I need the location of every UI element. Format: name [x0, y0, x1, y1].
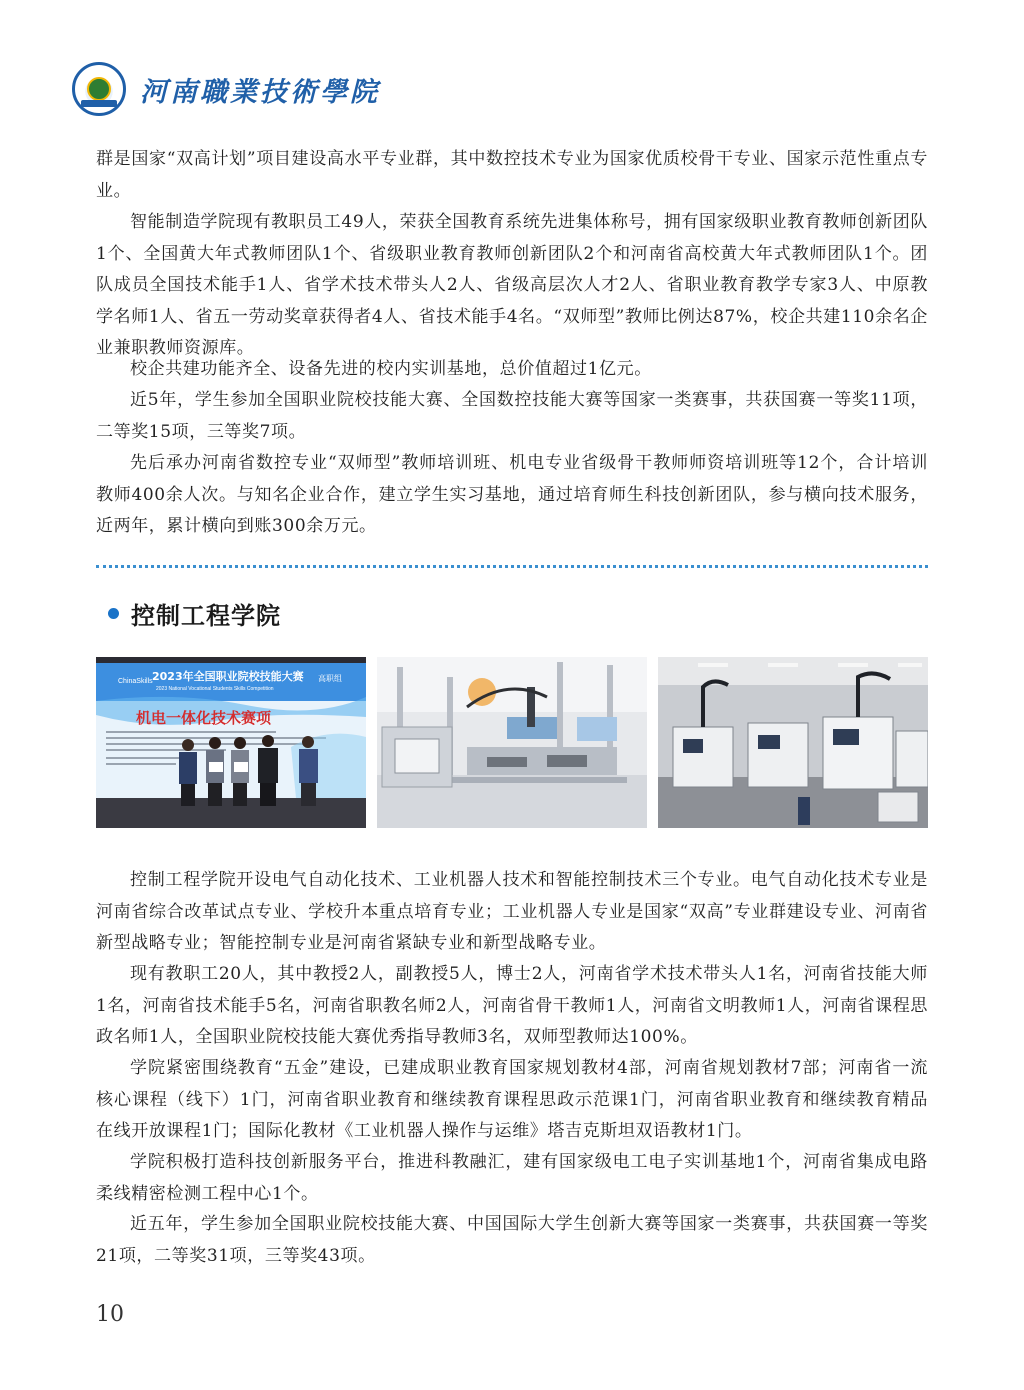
intro-paragraph: 先后承办河南省数控专业“双师型”教师培训班、机电专业省级骨干教师师资培训班等12个，合计培训教师400余人次。与知名企业合作，建立学生实习基地，通过培育师生科技创新团队，参与横向技术服务，近两年，累计横向到账300余万元。: [96, 453, 928, 536]
competition-team-photo: [96, 657, 366, 828]
banner-event: 机电一体化技术赛项: [136, 709, 272, 727]
page-number: 10: [96, 1302, 124, 1327]
section-paragraph: 现有教职工20人，其中教授2人，副教授5人，博士2人，河南省学术技术带头人1名，河南省技能大师1名，河南省技术能手5名，河南省职教名师2人，河南省骨干教师1人，河南省文明教师1人，河南省课程思政名师1人，全国职业院校技能大赛优秀指导教师3名，双师型教师达100%。: [96, 964, 928, 1047]
section-paragraph: 近五年，学生参加全国职业院校技能大赛、中国国际大学生创新大赛等国家一类赛事，共获国赛一等奖 21项，二等奖31项，三等奖43项。: [96, 1214, 928, 1266]
training-equipment-photo: [377, 657, 647, 828]
banner-tag: 高职组: [318, 674, 342, 683]
robotics-lab-photo: [658, 657, 928, 828]
banner-brand: ChinaSkills: [118, 678, 153, 685]
intro-paragraph: 校企共建功能齐全、设备先进的校内实训基地，总价值超过1亿元。: [130, 359, 652, 379]
banner-subtitle: 2023 National Vocational Students Skills Competition: [156, 686, 274, 692]
section-paragraph: 控制工程学院开设电气自动化技术、工业机器人技术和智能控制技术三个专业。电气自动化技术专业是河南省综合改革试点专业、学校升本重点培育专业；工业机器人专业是国家“双高”专业群建设专业、河南省新型战略专业；智能控制专业是河南省紧缺专业和新型战略专业。: [96, 870, 928, 953]
section-heading: [108, 596, 281, 631]
page-header: [72, 60, 380, 118]
bullet-dot-icon: [108, 608, 119, 619]
section-paragraph: 学院积极打造科技创新服务平台，推进科教融汇，建有国家级电工电子实训基地1个，河南省集成电路柔线精密检测工程中心1个。: [96, 1152, 928, 1204]
intro-paragraph: 智能制造学院现有教职员工49人，荣获全国教育系统先进集体称号，拥有国家级职业教育教师创新团队1个、全国黄大年式教师团队1个、省级职业教育教师创新团队2个和河南省高校黄大年式教师团队1个。团队成员全国技术能手1人、省学术技术带头人2人、省级高层次人才2人、省职业教育教学专家3人、中原教学名师1人、省五一劳动奖章获得者4人、省技术能手4名。“双师型”教师比例达87%，校企共建110余名企业兼职教师资源库。: [96, 212, 928, 358]
intro-paragraph: 近5年，学生参加全国职业院校技能大赛、全国数控技能大赛等国家一类赛事，共获国赛一等奖11项，二等奖15项，三等奖7项。: [96, 390, 928, 442]
section-title: 控制工程学院: [131, 602, 281, 630]
school-emblem-icon: [72, 62, 126, 116]
intro-paragraph-continued: 群是国家“双高计划”项目建设高水平专业群，其中数控技术专业为国家优质校骨干专业、国家示范性重点专业。: [96, 149, 928, 201]
banner-title: 2023年全国职业院校技能大赛: [152, 670, 304, 683]
section-divider: [96, 565, 928, 568]
section-paragraph: 学院紧密围绕教育“五金”建设，已建成职业教育国家规划教材4部，河南省规划教材7部；河南省一流核心课程（线下）1门，河南省职业教育和继续教育课程思政示范课1门，河南省职业教育和继续教育精品在线开放课程1门；国际化教材《工业机器人操作与运维》塔吉克斯坦双语教材1门。: [96, 1058, 928, 1141]
school-name: 河南職業技術學院: [140, 76, 380, 108]
